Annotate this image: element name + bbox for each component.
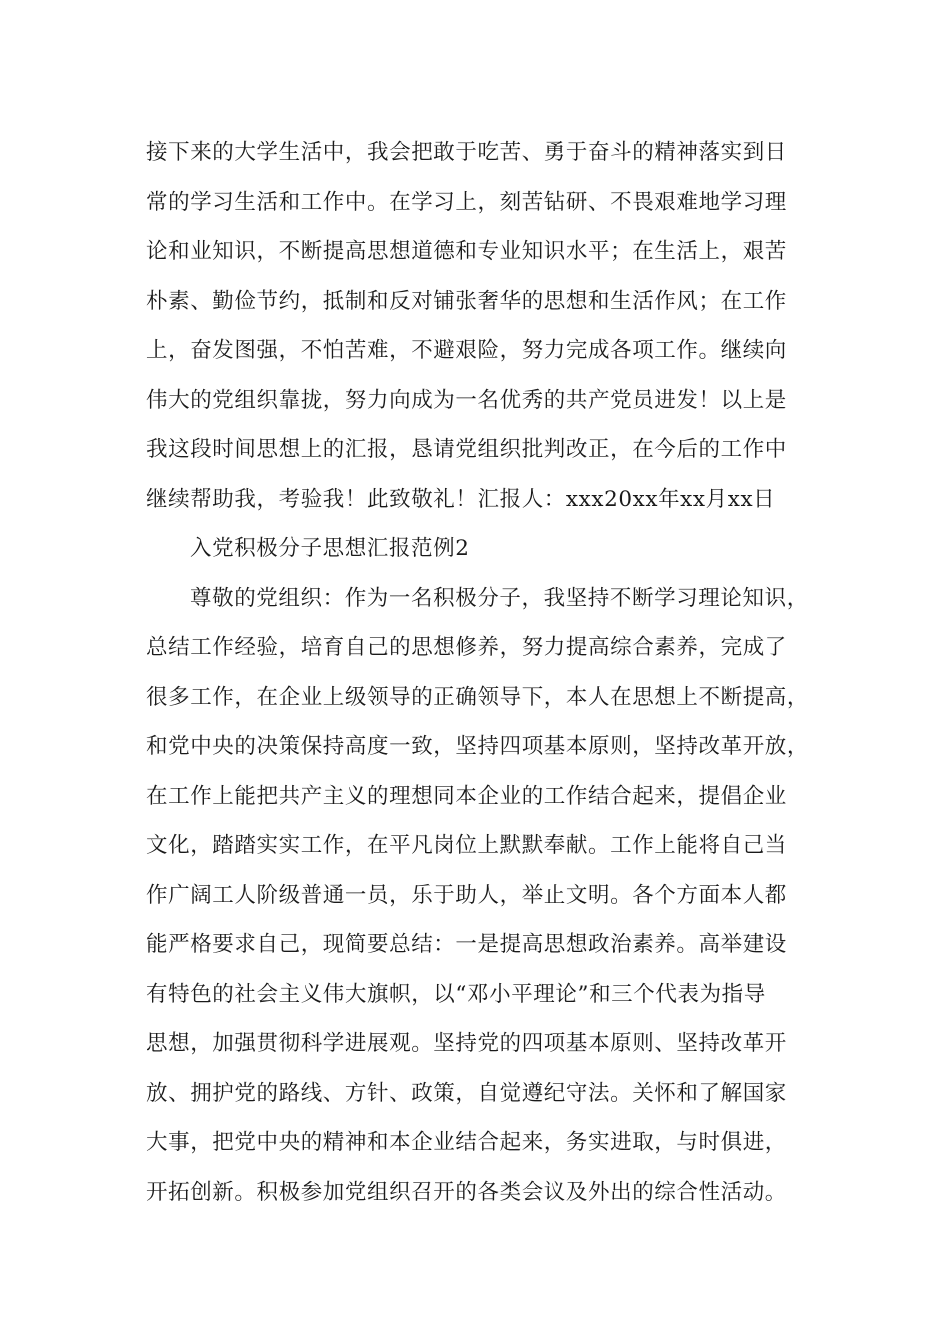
- section-heading: 入党积极分子思想汇报范例2: [190, 536, 470, 561]
- paragraph-1-line: 朴素、勤俭节约，抵制和反对铺张奢华的思想和生活作风；在工作: [146, 288, 787, 314]
- paragraph-2-line: 和党中央的决策保持高度一致，坚持四项基本原则，坚持改革开放，: [146, 734, 810, 759]
- paragraph-1: [146, 128, 826, 524]
- paragraph-1-line: 常的学习生活和工作中。在学习上，刻苦钻研、不畏艰难地学习理: [146, 189, 787, 215]
- paragraph-2-line: 思想，加强贯彻科学进展观。坚持党的四项基本原则、坚持改革开: [146, 1031, 787, 1056]
- paragraph-1-line: 论和业知识，不断提高思想道德和专业知识水平；在生活上，艰苦: [146, 239, 787, 264]
- paragraph-2-line: 在工作上能把共产主义的理想同本企业的工作结合起来，提倡企业: [146, 783, 787, 809]
- paragraph-2: [146, 574, 826, 1218]
- paragraph-2-line: 尊敬的党组织：作为一名积极分子，我坚持不断学习理论知识，: [190, 585, 809, 611]
- paragraph-1-line: 继续帮助我，考验我！此致敬礼！汇报人：xxx20xx年xx月xx日: [146, 486, 776, 512]
- paragraph-2-line: 放、拥护党的路线、方针、政策，自觉遵纪守法。关怀和了解国家: [146, 1080, 787, 1106]
- paragraph-1-line: 上，奋发图强，不怕苦难，不避艰险，努力完成各项工作。继续向: [146, 338, 787, 363]
- paragraph-2-line: 开拓创新。积极参加党组织召开的各类会议及外出的综合性活动。: [146, 1179, 787, 1205]
- paragraph-1-line: 我这段时间思想上的汇报，恳请党组织批判改正，在今后的工作中: [146, 437, 787, 462]
- paragraph-1-line: 接下来的大学生活中，我会把敢于吃苦、勇于奋斗的精神落实到日: [146, 140, 787, 165]
- paragraph-2-line: 很多工作，在企业上级领导的正确领导下，本人在思想上不断提高，: [146, 684, 810, 710]
- paragraph-2-line: 总结工作经验，培育自己的思想修养，努力提高综合素养，完成了: [146, 635, 787, 660]
- document-body: [146, 128, 826, 1217]
- paragraph-2-line: 作广阔工人阶级普通一员，乐于助人，举止文明。各个方面本人都: [146, 882, 787, 908]
- paragraph-1-line: 伟大的党组织靠拢，努力向成为一名优秀的共产党员进发！以上是: [146, 387, 787, 413]
- paragraph-2-line: 有特色的社会主义伟大旗帜，以“邓小平理论”和三个代表为指导: [146, 981, 766, 1007]
- paragraph-2-line: 能严格要求自己，现简要总结：一是提高思想政治素养。高举建设: [146, 932, 787, 957]
- paragraph-2-line: 大事，把党中央的精神和本企业结合起来，务实进取，与时俱进，: [146, 1130, 787, 1155]
- paragraph-2-line: 文化，踏踏实实工作，在平凡岗位上默默奉献。工作上能将自己当: [146, 833, 787, 858]
